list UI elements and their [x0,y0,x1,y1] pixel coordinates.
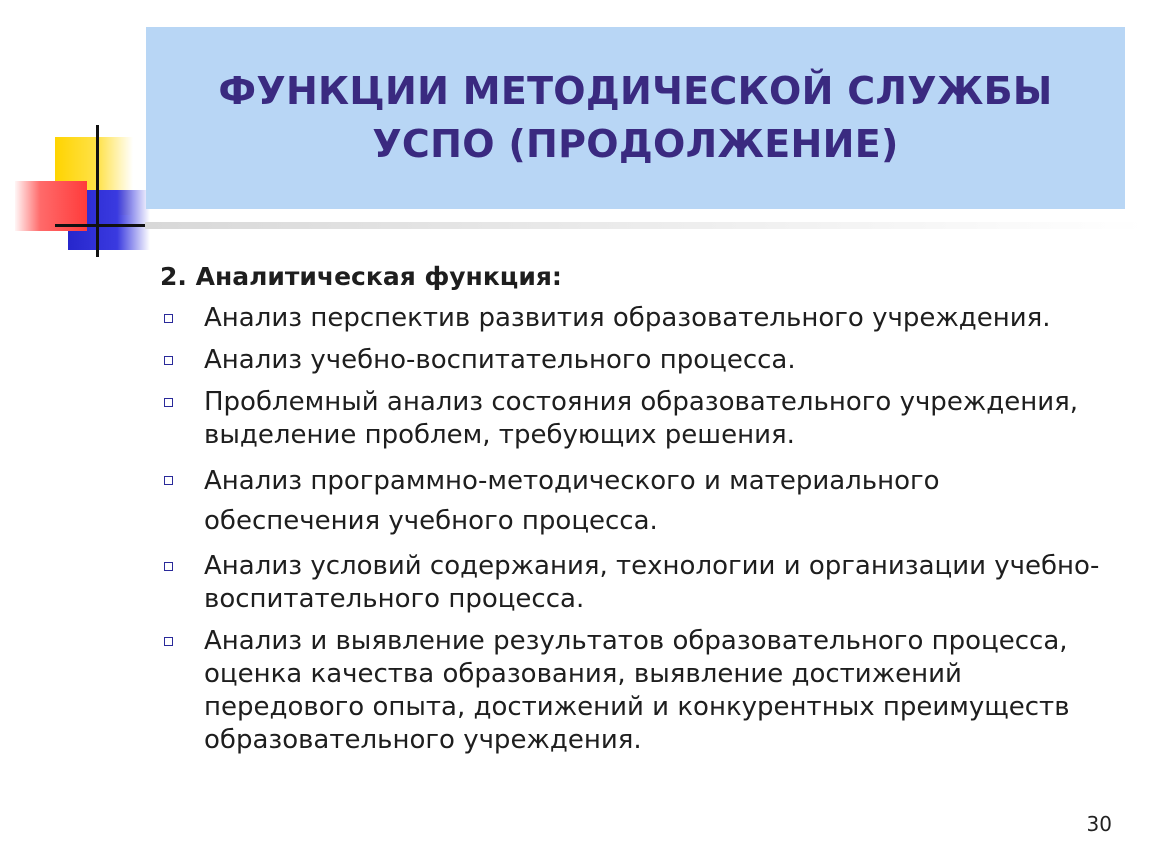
list-item-text: Анализ и выявление результатов образовательного процесса, оценка качества образования, выявление достижений передового опыта, достижений и конкурентных преимуществ образовательного учреждения. [204,626,1070,755]
title-band [146,27,1125,209]
decor-horizontal-line [55,224,145,227]
decor-vertical-line [96,125,99,257]
hollow-square-bullet-icon [164,398,173,407]
list-item [160,550,1120,616]
hollow-square-bullet-icon [164,637,173,646]
list-item-text: Анализ программно-методического и материального обеспечения учебного процесса. [204,466,940,536]
list-item-text: Анализ условий содержания, технологии и организации учебно-воспитательного процесса. [204,551,1100,614]
list-item-text: Анализ перспектив развития образовательного учреждения. [204,303,1051,333]
decor-divider-line [145,222,1145,229]
hollow-square-bullet-icon [164,314,173,323]
section-heading: 2. Аналитическая функция: [160,262,562,291]
list-item [160,386,1120,452]
bullet-list [160,302,1120,757]
list-item [160,302,1120,335]
list-item [160,625,1120,757]
hollow-square-bullet-icon [164,356,173,365]
list-item-text: Проблемный анализ состояния образовательного учреждения, выделение проблем, требующих решения. [204,387,1079,450]
slide-title: ФУНКЦИИ МЕТОДИЧЕСКОЙ СЛУЖБЫ УСПО (ПРОДОЛЖЕНИЕ) [218,69,1053,166]
page-number: 30 [1086,812,1112,836]
list-item [160,461,1120,541]
list-item [160,344,1120,377]
hollow-square-bullet-icon [164,476,173,485]
hollow-square-bullet-icon [164,562,173,571]
list-item-text: Анализ учебно-воспитательного процесса. [204,345,796,375]
slide-content [160,258,1120,766]
